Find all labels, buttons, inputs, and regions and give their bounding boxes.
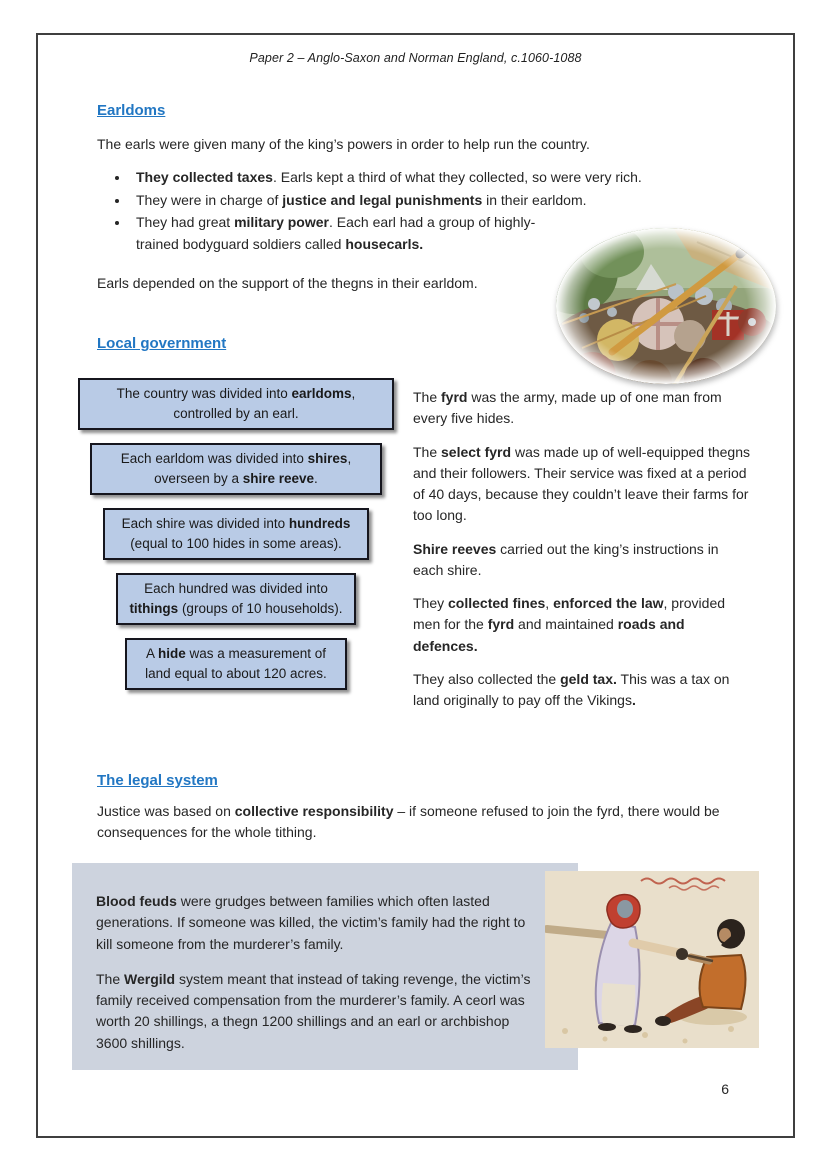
battle-reenactment-photo xyxy=(554,226,778,386)
hierarchy-box-earldoms: The country was divided into earldoms, controlled by an earl. xyxy=(78,378,394,430)
para-select-fyrd: The select fyrd was made up of well-equipped thegns and their followers. Their service was fixed at a period of 40 days, because they couldn’t leave their farms for too long. xyxy=(413,443,750,524)
heading-earldoms: Earldoms xyxy=(97,102,166,119)
earldoms-intro: The earls were given many of the king’s powers in order to help run the country. xyxy=(97,136,590,152)
local-government-paragraphs xyxy=(413,387,751,723)
bullet-justice-punishments: • They were in charge of justice and legal punishments in their earldom. xyxy=(130,189,749,211)
legal-panel xyxy=(72,863,578,1070)
para-reeve-duties: They collected fines, enforced the law, provided men for the fyrd and maintained roads and defences. xyxy=(413,595,726,654)
earldoms-closing: Earls depended on the support of the thegns in their earldom. xyxy=(97,274,478,291)
para-wergild: The Wergild system meant that instead of taking revenge, the victim’s family received compensation from the murderer’s family. A ceorl was worth 20 shillings, a thegn 1200 shillings and an earl or archbishop 3600 shillings. xyxy=(96,970,531,1051)
para-blood-feuds: Blood feuds were grudges between families which often lasted generations. If someone was killed, the victim’s family had the right to kill someone from the murderer’s family. xyxy=(96,893,526,952)
heading-local-government: Local government xyxy=(97,335,227,352)
bullet-military-power: • They had great military power. Each earl had a group of highly-trained bodyguard soldiers called housecarls. xyxy=(130,211,576,256)
page-header-title: Paper 2 – Anglo-Saxon and Norman England, c.1060-1088 xyxy=(249,51,582,65)
page-number: 6 xyxy=(721,1081,729,1097)
heading-legal-system: The legal system xyxy=(97,772,218,789)
hierarchy-box-shires: Each earldom was divided into shires, overseen by a shire reeve. xyxy=(90,443,382,495)
wergild-manuscript-image xyxy=(545,871,759,1048)
legal-system-intro: Justice was based on collective responsibility – if someone refused to join the fyrd, there would be consequences for the whole tithing. xyxy=(97,803,720,841)
hierarchy-box-hide: A hide was a measurement of land equal to about 120 acres. xyxy=(125,638,347,690)
hierarchy-boxes xyxy=(78,378,394,703)
para-geld-tax: They also collected the geld tax. This was a tax on land originally to pay off the Vikings. xyxy=(413,670,730,709)
para-fyrd: The fyrd was the army, made up of one man from every five hides. xyxy=(413,389,722,427)
para-shire-reeves: Shire reeves carried out the king’s instructions in each shire. xyxy=(413,540,719,578)
bullet-collected-taxes: • They collected taxes. Earls kept a third of what they collected, so were very rich. xyxy=(130,166,749,188)
hierarchy-box-tithings: Each hundred was divided into tithings (groups of 10 households). xyxy=(116,573,356,625)
page-sheet xyxy=(36,33,795,1138)
hierarchy-box-hundreds: Each shire was divided into hundreds (equal to 100 hides in some areas). xyxy=(103,508,369,560)
